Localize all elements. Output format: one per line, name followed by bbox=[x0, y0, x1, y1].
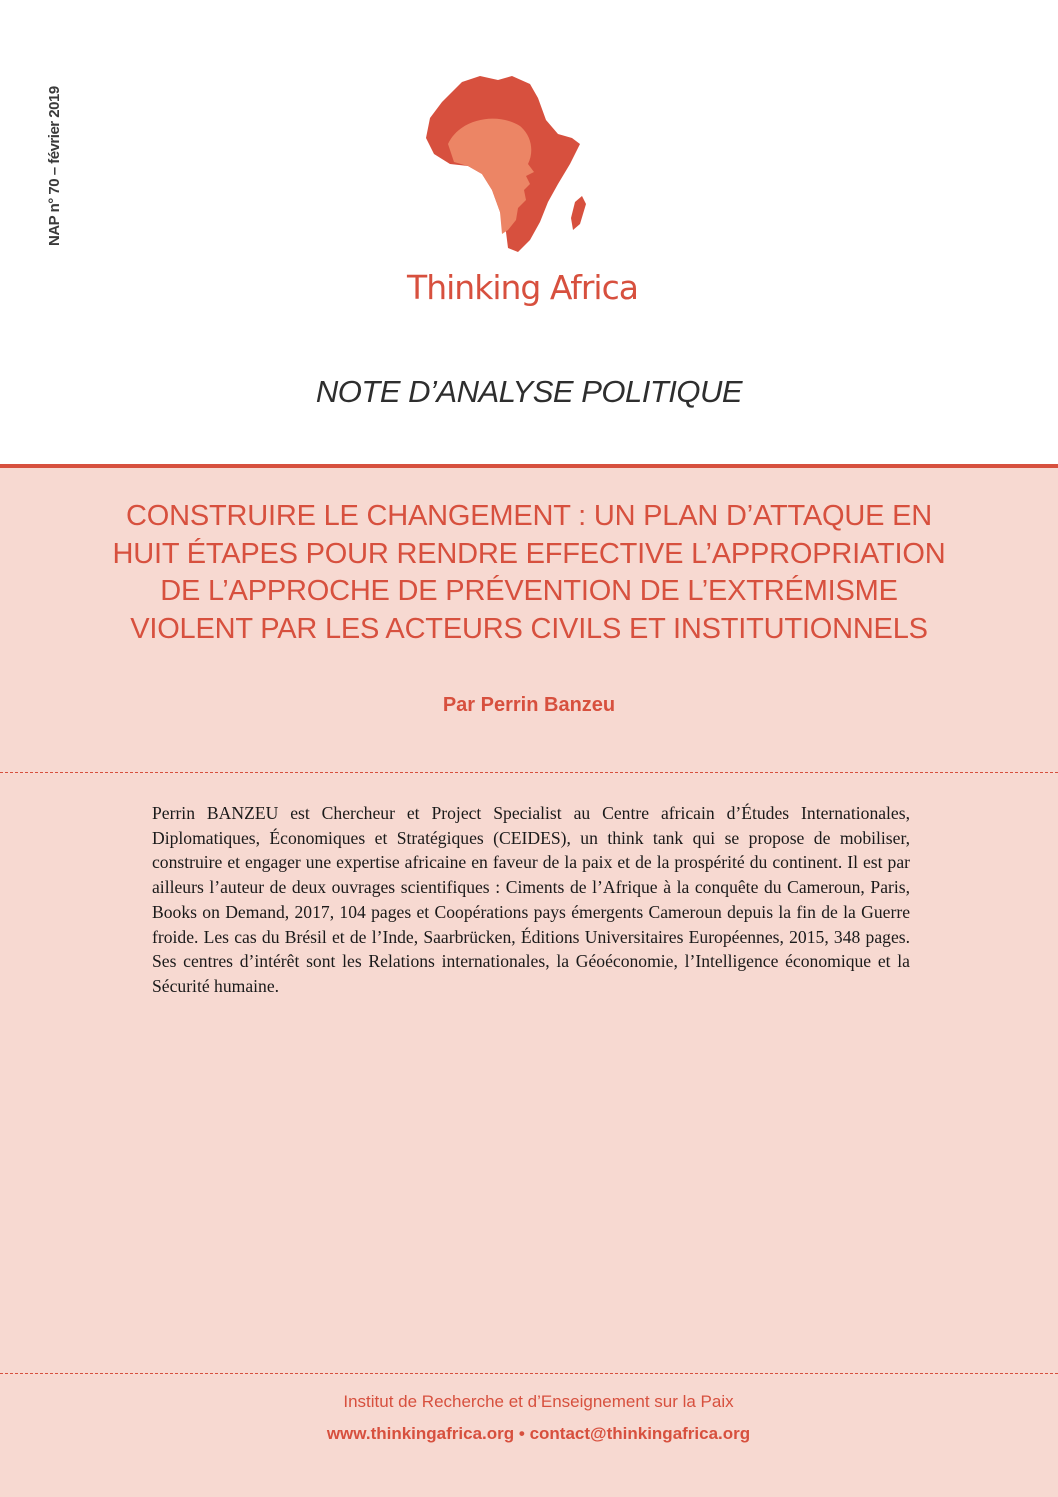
footer-institute: Institut de Recherche et d’Enseignement sur la Paix bbox=[343, 1392, 734, 1411]
brand-name: Thinking Africa bbox=[407, 268, 638, 307]
dashed-divider bbox=[0, 772, 1058, 773]
header-area bbox=[0, 0, 1058, 464]
issue-label: NAP n° 70 – février 2019 bbox=[46, 86, 63, 246]
document-type: NOTE D’ANALYSE POLITIQUE bbox=[315, 374, 743, 409]
title-line: CONSTRUIRE LE CHANGEMENT : UN PLAN D’ATTAQUE EN bbox=[126, 500, 932, 532]
email-link[interactable]: contact@thinkingafrica.org bbox=[529, 1424, 751, 1443]
website-link[interactable]: www.thinkingafrica.org bbox=[326, 1424, 515, 1443]
author-byline: Par Perrin Banzeu bbox=[442, 694, 616, 716]
author-bio: Perrin BANZEU est Chercheur et Project Specialist au Centre africain d’Études Internationales, Diplomatiques, Économiques et Stratégiques (CEIDES), un think tank qui se propose de mobiliser, construire et engager une expertise africaine en faveur de la paix et de la prospérité du continent. Il est par ailleurs l’auteur de deux ouvrages scientifiques : Ciments de l’Afrique à la conquête du Cameroun, Paris, Books on Demand, 2017, 104 pages et Coopérations pays émergents Cameroun depuis la fin de la Guerre froide. Les cas du Brésil et de l’Inde, Saarbrücken, Éditions Universitaires Européennes, 2015, 348 pages. Ses centres d’intérêt sont les Relations internationales, la Géoéconomie, l’Intelligence économique et la Sécurité humaine. bbox=[152, 803, 910, 996]
footer-separator: • bbox=[514, 1424, 530, 1443]
madagascar-shape bbox=[571, 196, 586, 230]
dashed-divider bbox=[0, 1373, 1058, 1374]
title-line: DE L’APPROCHE DE PRÉVENTION DE L’EXTRÉMISME bbox=[160, 575, 898, 607]
title-line: HUIT ÉTAPES POUR RENDRE EFFECTIVE L’APPROPRIATION bbox=[112, 537, 946, 570]
africa-logo-icon bbox=[420, 72, 595, 262]
title-line: VIOLENT PAR LES ACTEURS CIVILS ET INSTITUTIONNELS bbox=[130, 612, 928, 645]
footer-links bbox=[0, 1424, 1058, 1444]
document-title bbox=[100, 498, 958, 648]
